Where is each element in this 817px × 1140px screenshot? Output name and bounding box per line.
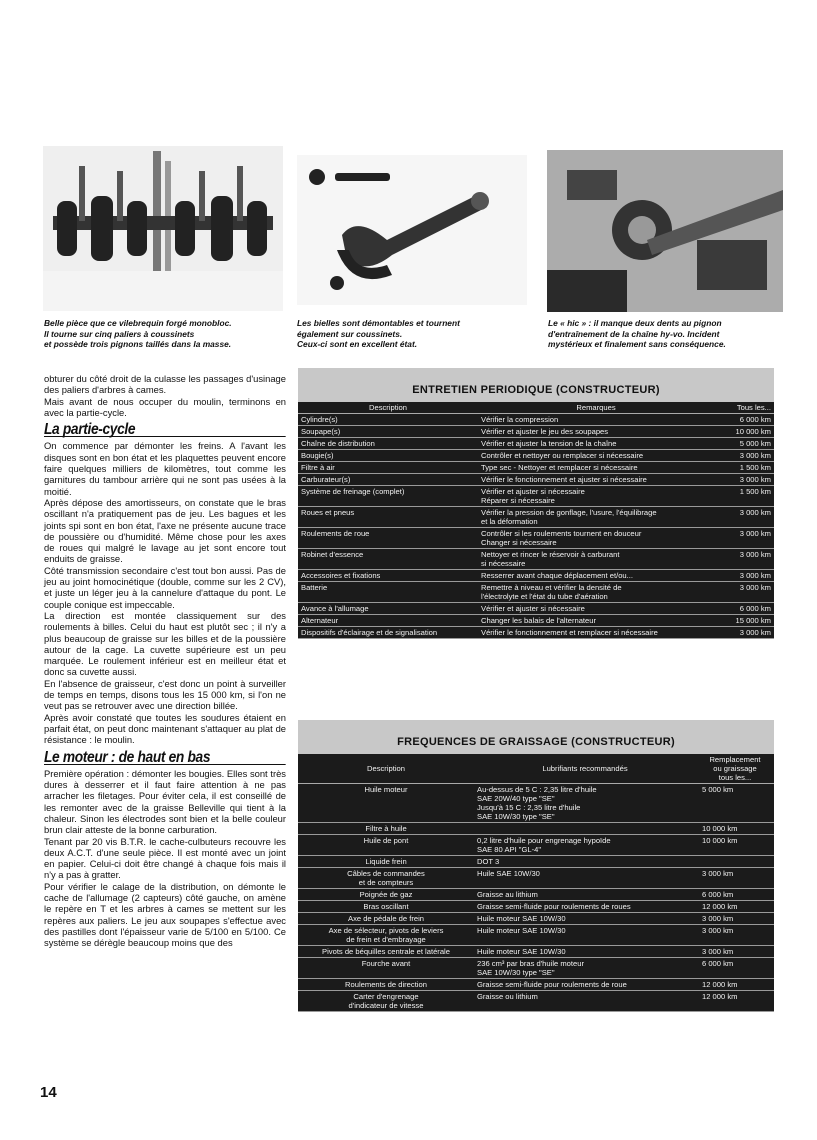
table-cell: Type sec - Nettoyer et remplacer si nécessaire bbox=[478, 462, 714, 474]
table-cell: Vérifier la compression bbox=[478, 414, 714, 426]
table-cell: Poignée de gaz bbox=[298, 889, 474, 901]
table-cell: Fourche avant bbox=[298, 958, 474, 979]
article-intro: obturer du côté droit de la culasse les passages d'usinage des paliers d'arbres à cames. bbox=[44, 373, 286, 396]
table-row bbox=[298, 913, 774, 925]
heading-moteur: Le moteur : de haut en bas bbox=[44, 752, 285, 765]
table-cell: Bras oscillant bbox=[298, 901, 474, 913]
table-cell: Cylindre(s) bbox=[298, 414, 478, 426]
paragraph: En l'absence de graisseur, c'est donc un point à surveiller de temps en temps, disons tous les 15 000 km, si l'on ne veut pas se retrouver avec une direction billée. bbox=[44, 677, 286, 712]
photo-connecting-rod-caption: Les bielles sont démontables et tournent également sur coussinets. Ceux-ci sont en excellent état. bbox=[297, 318, 460, 349]
table-cell: 6 000 km bbox=[696, 889, 774, 901]
table-row bbox=[298, 486, 774, 507]
paragraph: On commence par démonter les freins. A l'avant les disques sont en bon état et les plaquettes peuvent encore faire quelques milliers de kilomètres, tout comme les garnitures du tambour arrière qui ne sont pas usées à la moitié. bbox=[44, 440, 286, 497]
table-cell: 1 500 km bbox=[714, 462, 774, 474]
table-cell: Bougie(s) bbox=[298, 450, 478, 462]
paragraph: Tenant par 20 vis B.T.R. le cache-culbuteurs recouvre les deux A.C.T. d'une seule pièce. Il est monté avec un joint en papier. Celui-ci doit être changé à chaque fois mais il n'y a pas à gratter. bbox=[44, 835, 286, 881]
table-row bbox=[298, 603, 774, 615]
table-cell: Au-dessus de 5 C : 2,35 litre d'huile SAE 20W/40 type "SE" Jusqu'à 15 C : 2,35 litre d'huile SAE 10W/30 type "SE" bbox=[474, 784, 696, 823]
table-cell: Graisse ou lithium bbox=[474, 991, 696, 1012]
photo-chain-sprocket bbox=[547, 150, 783, 312]
table-row bbox=[298, 474, 774, 486]
table-row bbox=[298, 925, 774, 946]
photo-crankshaft bbox=[43, 146, 283, 311]
table-cell: Contrôler si les roulements tournent en douceur Changer si nécessaire bbox=[478, 528, 714, 549]
table-cell: 3 000 km bbox=[696, 913, 774, 925]
table-cell: Graisse semi-fluide pour roulements de roue bbox=[474, 979, 696, 991]
photo-chain-sprocket-caption: Le « hic » : il manque deux dents au pignon d'entraînement de la chaîne hy-vo. Incident mystérieux et finalement sans conséquence. bbox=[548, 318, 726, 349]
table-cell: 12 000 km bbox=[696, 991, 774, 1012]
table-row bbox=[298, 627, 774, 639]
table-cell: 3 000 km bbox=[714, 627, 774, 639]
table-cell: 1 500 km bbox=[714, 486, 774, 507]
column-header: Description bbox=[298, 754, 474, 784]
column-header: Tous les... bbox=[714, 402, 774, 414]
table-cell: Avance à l'allumage bbox=[298, 603, 478, 615]
table-cell: Soupape(s) bbox=[298, 426, 478, 438]
table-cell: 10 000 km bbox=[714, 426, 774, 438]
table-cell: 3 000 km bbox=[714, 582, 774, 603]
table-cell: Vérifier la pression de gonflage, l'usure, l'équilibrage et la déformation bbox=[478, 507, 714, 528]
table-row bbox=[298, 549, 774, 570]
lubrication-table bbox=[298, 720, 774, 1012]
table-cell: Nettoyer et rincer le réservoir à carburant si nécessaire bbox=[478, 549, 714, 570]
column-header: Description bbox=[298, 402, 478, 414]
table-cell: 12 000 km bbox=[696, 979, 774, 991]
table-row bbox=[298, 889, 774, 901]
table-cell: 6 000 km bbox=[714, 414, 774, 426]
table-row bbox=[298, 414, 774, 426]
table-cell bbox=[696, 856, 774, 868]
column-header: Lubrifiants recommandés bbox=[474, 754, 696, 784]
table-row bbox=[298, 570, 774, 582]
table-cell: 3 000 km bbox=[714, 507, 774, 528]
table-header-row bbox=[298, 402, 774, 414]
table-row bbox=[298, 582, 774, 603]
connecting-rod-illustration bbox=[297, 155, 527, 305]
table-cell: 5 000 km bbox=[696, 784, 774, 823]
maintenance-table bbox=[298, 368, 774, 639]
table-row bbox=[298, 958, 774, 979]
table-row bbox=[298, 823, 774, 835]
table-cell bbox=[474, 823, 696, 835]
table-row bbox=[298, 450, 774, 462]
table-row bbox=[298, 835, 774, 856]
table-row bbox=[298, 946, 774, 958]
lubrication-table-body bbox=[298, 784, 774, 1012]
article-intro-2: Mais avant de nous occuper du moulin, terminons en avec la partie-cycle. bbox=[44, 395, 286, 418]
table-row bbox=[298, 426, 774, 438]
table-cell: Roues et pneus bbox=[298, 507, 478, 528]
table-cell: Chaîne de distribution bbox=[298, 438, 478, 450]
table-cell: 236 cm³ par bras d'huile moteur SAE 10W/30 type "SE" bbox=[474, 958, 696, 979]
photo-crankshaft-caption: Belle pièce que ce vilebrequin forgé monobloc. Il tourne sur cinq paliers à coussinets et possède trois pignons taillés dans la masse. bbox=[44, 318, 232, 349]
table-cell: Alternateur bbox=[298, 615, 478, 627]
table-row bbox=[298, 528, 774, 549]
table-cell: DOT 3 bbox=[474, 856, 696, 868]
table-row bbox=[298, 856, 774, 868]
table-cell: Resserrer avant chaque déplacement et/ou... bbox=[478, 570, 714, 582]
table-row bbox=[298, 507, 774, 528]
table-row bbox=[298, 438, 774, 450]
table-cell: Huile moteur SAE 10W/30 bbox=[474, 946, 696, 958]
table-cell: Vérifier et ajuster si nécessaire Réparer si nécessaire bbox=[478, 486, 714, 507]
table-row bbox=[298, 462, 774, 474]
table-cell: Carter d'engrenage d'indicateur de vitesse bbox=[298, 991, 474, 1012]
table-cell: 10 000 km bbox=[696, 823, 774, 835]
table-cell: 12 000 km bbox=[696, 901, 774, 913]
heading-partie-cycle: La partie-cycle bbox=[44, 424, 285, 437]
table-header-row bbox=[298, 754, 774, 784]
table-cell: Roulements de direction bbox=[298, 979, 474, 991]
paragraph: Pour vérifier le calage de la distribution, on démonte le cache de l'allumage (2 capteurs) côté gauche, on amène le repère en T et les arbres à cames se mettent sur les repères aux paliers. Le jeu aux soupapes s'effectue avec des pastilles dont l'épaisseur varie de 5/100 en 5/100. Ce système se dérègle beaucoup moins que des bbox=[44, 880, 286, 949]
paragraph: Côté transmission secondaire c'est tout bon aussi. Pas de jeu au joint homocinétique (double, comme sur les 2 CV), et juste un léger jeu à la cannelure d'attaque du pont. Le couple conique est impeccable. bbox=[44, 564, 286, 610]
table-cell: Vérifier et ajuster si nécessaire bbox=[478, 603, 714, 615]
table-cell: Vérifier le fonctionnement et ajuster si nécessaire bbox=[478, 474, 714, 486]
paragraph: Après dépose des amortisseurs, on constate que le bras oscillant n'a pratiquement pas de jeu. Les bagues et les joints spi sont en bon état, l'axe ne présente aucune trace de poussière ou d'humidité. Même chose pour les axes de roues qui malgré le lavage au jet sont encore tout enduits de graisse. bbox=[44, 496, 286, 565]
table-cell: Contrôler et nettoyer ou remplacer si nécessaire bbox=[478, 450, 714, 462]
table-cell: Système de freinage (complet) bbox=[298, 486, 478, 507]
table-row bbox=[298, 868, 774, 889]
table-cell: Liquide frein bbox=[298, 856, 474, 868]
table-cell: Remettre à niveau et vérifier la densité de l'électrolyte et l'état du tube d'aération bbox=[478, 582, 714, 603]
table-row bbox=[298, 901, 774, 913]
table-cell: Huile moteur SAE 10W/30 bbox=[474, 925, 696, 946]
table-cell: 3 000 km bbox=[696, 868, 774, 889]
table-cell: 0,2 litre d'huile pour engrenage hypoïde SAE 80 API "GL-4" bbox=[474, 835, 696, 856]
column-header: Remplacement ou graissage tous les... bbox=[696, 754, 774, 784]
table-cell: Câbles de commandes et de compteurs bbox=[298, 868, 474, 889]
table-cell: Batterie bbox=[298, 582, 478, 603]
table-cell: 3 000 km bbox=[714, 450, 774, 462]
table-row bbox=[298, 979, 774, 991]
paragraph: Après avoir constaté que toutes les soudures étaient en parfait état, on peut donc maintenant s'attaquer au plat de résistance : le moulin. bbox=[44, 711, 286, 746]
table-cell: 10 000 km bbox=[696, 835, 774, 856]
chain-sprocket-illustration bbox=[547, 150, 783, 312]
table-cell: Vérifier et ajuster la tension de la chaîne bbox=[478, 438, 714, 450]
table-cell: Axe de pédale de frein bbox=[298, 913, 474, 925]
crankshaft-illustration bbox=[43, 146, 283, 311]
table-cell: 3 000 km bbox=[696, 925, 774, 946]
table-cell: 6 000 km bbox=[714, 603, 774, 615]
maintenance-table-body bbox=[298, 414, 774, 639]
table-cell: Graisse semi-fluide pour roulements de roues bbox=[474, 901, 696, 913]
table-cell: 5 000 km bbox=[714, 438, 774, 450]
article-column bbox=[44, 373, 286, 949]
table-cell: Carburateur(s) bbox=[298, 474, 478, 486]
photo-connecting-rod bbox=[297, 155, 527, 305]
paragraph: La direction est montée classiquement sur des roulements à billes. Celui du haut est plutôt sec ; il n'y a plus beaucoup de graisse sur les billes et de la poussière autour de la cage. La cuvette supérieure est un peu marquée. Le roulement inférieur est en meilleur état et donc sa cuvette aussi. bbox=[44, 609, 286, 678]
table-row bbox=[298, 784, 774, 823]
table-row bbox=[298, 991, 774, 1012]
table-cell: Graisse au lithium bbox=[474, 889, 696, 901]
table-cell: Roulements de roue bbox=[298, 528, 478, 549]
table-cell: Huile de pont bbox=[298, 835, 474, 856]
table-cell: Dispositifs d'éclairage et de signalisation bbox=[298, 627, 478, 639]
page-number: 14 bbox=[40, 1084, 57, 1101]
lubrication-table-title: FREQUENCES DE GRAISSAGE (CONSTRUCTEUR) bbox=[298, 720, 774, 754]
column-header: Remarques bbox=[478, 402, 714, 414]
table-cell: Accessoires et fixations bbox=[298, 570, 478, 582]
table-cell: 3 000 km bbox=[714, 528, 774, 549]
table-cell: Huile moteur bbox=[298, 784, 474, 823]
table-cell: Robinet d'essence bbox=[298, 549, 478, 570]
table-cell: Filtre à huile bbox=[298, 823, 474, 835]
table-cell: 3 000 km bbox=[696, 946, 774, 958]
table-cell: Vérifier le fonctionnement et remplacer si nécessaire bbox=[478, 627, 714, 639]
table-cell: Filtre à air bbox=[298, 462, 478, 474]
table-cell: Pivots de béquilles centrale et latérale bbox=[298, 946, 474, 958]
table-cell: Changer les balais de l'alternateur bbox=[478, 615, 714, 627]
table-cell: 15 000 km bbox=[714, 615, 774, 627]
table-cell: Axe de sélecteur, pivots de leviers de frein et d'embrayage bbox=[298, 925, 474, 946]
table-cell: 3 000 km bbox=[714, 570, 774, 582]
maintenance-table-title: ENTRETIEN PERIODIQUE (CONSTRUCTEUR) bbox=[298, 368, 774, 402]
table-cell: 3 000 km bbox=[714, 474, 774, 486]
table-row bbox=[298, 615, 774, 627]
table-cell: 6 000 km bbox=[696, 958, 774, 979]
table-cell: 3 000 km bbox=[714, 549, 774, 570]
table-cell: Huile moteur SAE 10W/30 bbox=[474, 913, 696, 925]
table-cell: Vérifier et ajuster le jeu des soupapes bbox=[478, 426, 714, 438]
paragraph: Première opération : démonter les bougies. Elles sont très dures à desserrer et il faut faire attention à ne pas arracher les filetages. Pour éviter cela, il est conseillé de les remonter avec de la graisse Belleville qui tient à la chaleur. Sinon les électrodes sont bien et la belle couleur brun clair atteste de la bonne carburation. bbox=[44, 767, 286, 836]
table-cell: Huile SAE 10W/30 bbox=[474, 868, 696, 889]
